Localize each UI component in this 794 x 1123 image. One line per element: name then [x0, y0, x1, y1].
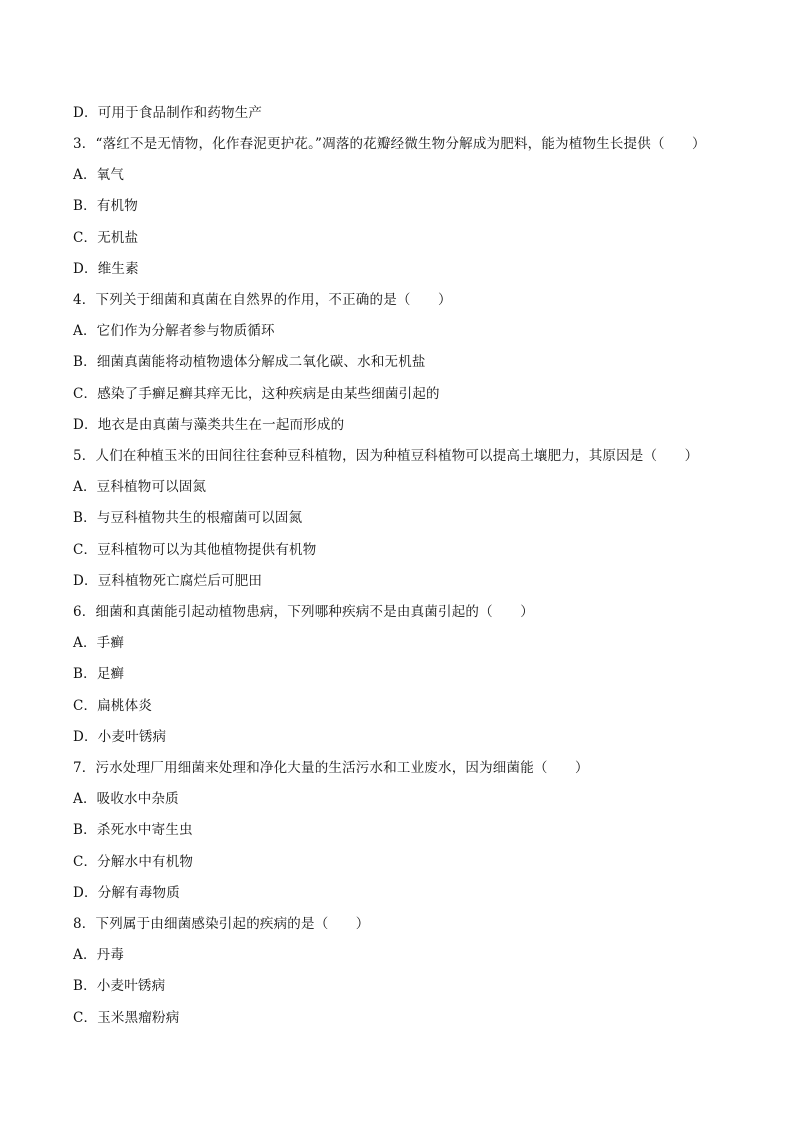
option-6b: B．足癣	[73, 666, 125, 682]
option-4c: C．感染了手癣足癣其痒无比，这种疾病是由某些细菌引起的	[73, 386, 440, 402]
option-7b: B．杀死水中寄生虫	[73, 822, 193, 838]
option-6d: D．小麦叶锈病	[73, 729, 167, 745]
question-4: 4．下列关于细菌和真菌在自然界的作用，不正确的是（ ）	[73, 292, 452, 308]
option-5a: A．豆科植物可以固氮	[73, 479, 207, 495]
option-5c: C．豆科植物可以为其他植物提供有机物	[73, 542, 317, 558]
option-8b: B．小麦叶锈病	[73, 978, 166, 994]
option-8a: A．丹毒	[73, 947, 125, 963]
option-2d: D．可用于食品制作和药物生产	[73, 105, 263, 121]
option-5b: B．与豆科植物共生的根瘤菌可以固氮	[73, 510, 303, 526]
question-3: 3．“落红不是无情物，化作春泥更护花。”凋落的花瓣经微生物分解成为肥料，能为植物生长提供（ ）	[73, 136, 706, 152]
question-8: 8．下列属于由细菌感染引起的疾病的是（ ）	[73, 916, 370, 932]
question-5: 5．人们在种植玉米的田间往往套种豆科植物，因为种植豆科植物可以提高土壤肥力，其原因是（ ）	[73, 448, 699, 464]
option-3a: A．氧气	[73, 167, 125, 183]
option-7d: D．分解有毒物质	[73, 885, 180, 901]
option-7a: A．吸收水中杂质	[73, 791, 179, 807]
option-4d: D．地衣是由真菌与藻类共生在一起而形成的	[73, 417, 345, 433]
option-7c: C．分解水中有机物	[73, 854, 194, 870]
option-6c: C．扁桃体炎	[73, 698, 153, 714]
option-8c: C．玉米黑瘤粉病	[73, 1010, 180, 1026]
question-7: 7．污水处理厂用细菌来处理和净化大量的生活污水和工业废水，因为细菌能（ ）	[73, 760, 589, 776]
option-3b: B．有机物	[73, 198, 138, 214]
question-6: 6．细菌和真菌能引起动植物患病，下列哪种疾病不是由真菌引起的（ ）	[73, 604, 534, 620]
option-3d: D．维生素	[73, 261, 139, 277]
option-3c: C．无机盐	[73, 230, 139, 246]
option-4b: B．细菌真菌能将动植物遗体分解成二氧化碳、水和无机盐	[73, 354, 426, 370]
option-5d: D．豆科植物死亡腐烂后可肥田	[73, 573, 263, 589]
option-4a: A．它们作为分解者参与物质循环	[73, 323, 275, 339]
option-6a: A．手癣	[73, 635, 125, 651]
